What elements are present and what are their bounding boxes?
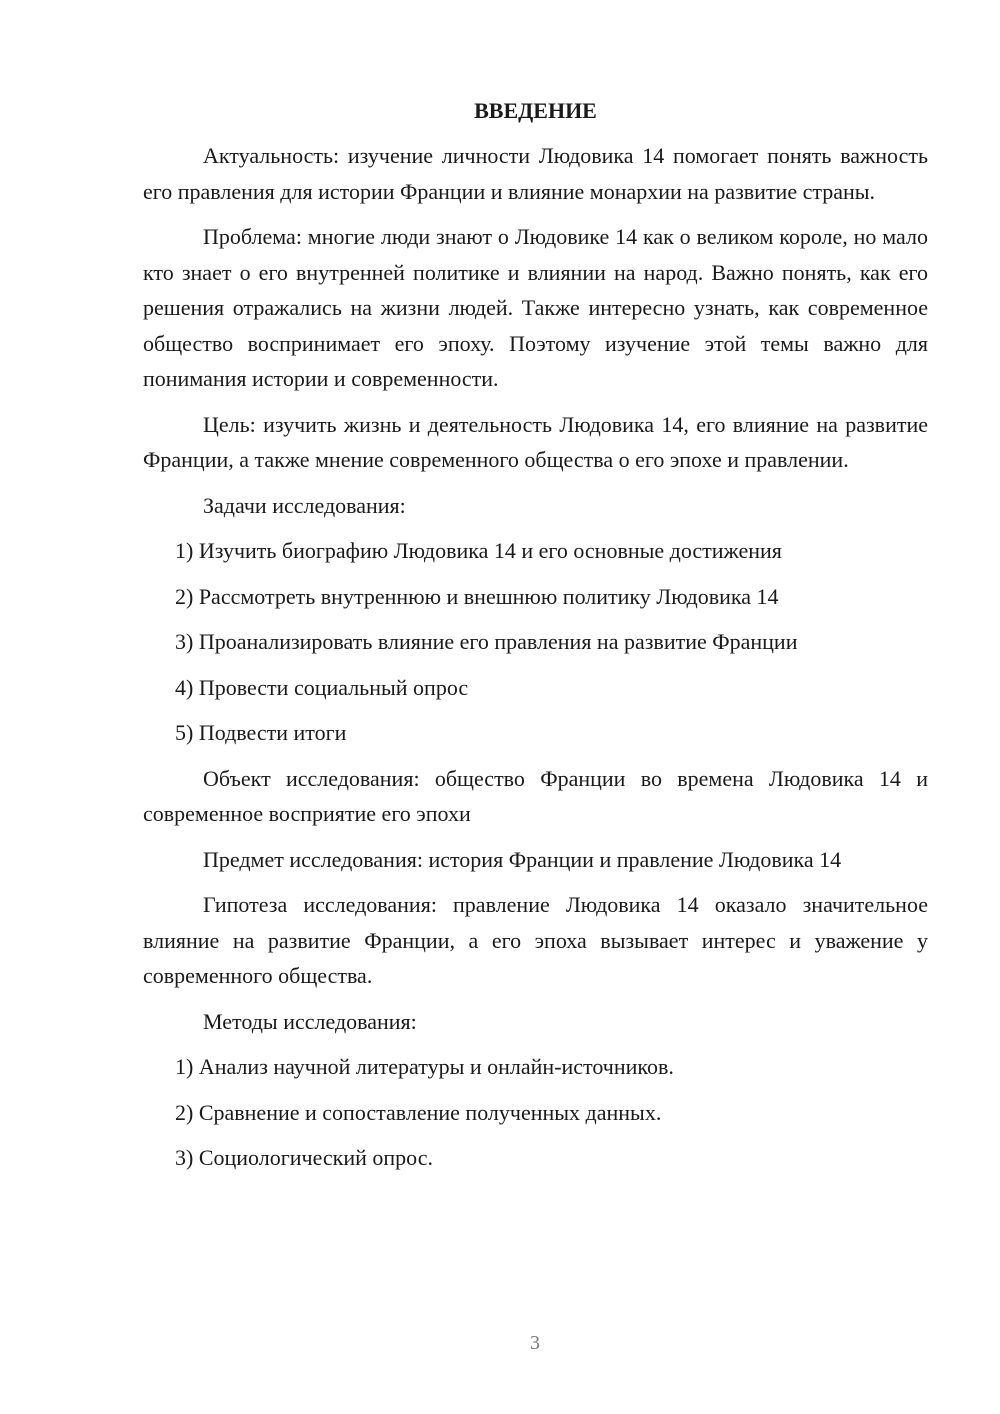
tasks-list — [143, 533, 928, 751]
page-number: 3 — [530, 1332, 540, 1354]
list-item: 1) Изучить биографию Людовика 14 и его основные достижения — [175, 538, 782, 563]
methods-list — [143, 1049, 928, 1176]
list-item: 2) Сравнение и сопоставление полученных данных. — [175, 1099, 662, 1125]
list-item: 4) Провести социальный опрос — [175, 674, 469, 700]
paragraph-subject: Предмет исследования: история Франции и правление Людовика 14 — [203, 846, 842, 872]
list-item: 1) Анализ научной литературы и онлайн-источников. — [175, 1054, 674, 1079]
paragraph-problem: Проблема: многие люди знают о Людовике 14 как о великом короле, но мало кто знает о его внутренней политике и влиянии на народ. Важно понять, как его решения отражались на жизни людей. Также интересно узнать, как современное общество воспринимает его эпоху. Поэтому изучение этой темы важно для понимания истории и современности. — [143, 224, 928, 391]
paragraph-object: Объект исследования: общество Франции во времена Людовика 14 и современное восприятие его эпохи — [143, 765, 928, 826]
list-item: 3) Проанализировать влияние его правления на развитие Франции — [175, 629, 798, 654]
page-content — [143, 93, 928, 1186]
list-item: 5) Подвести итоги — [175, 720, 347, 745]
paragraph-relevance: Актуальность: изучение личности Людовика 14 помогает понять важность его правления для истории Франции и влияние монархии на развитие страны. — [143, 143, 928, 204]
list-item: 2) Рассмотреть внутреннюю и внешнюю политику Людовика 14 — [175, 583, 779, 609]
paragraph-goal: Цель: изучить жизнь и деятельность Людовика 14, его влияние на развитие Франции, а также мнение современного общества о его эпохе и правлении. — [143, 411, 928, 472]
methods-heading: Методы исследования: — [203, 1008, 417, 1034]
tasks-heading: Задачи исследования: — [203, 492, 406, 518]
list-item: 3) Социологический опрос. — [175, 1145, 433, 1170]
page-title: ВВЕДЕНИЕ — [474, 98, 597, 123]
paragraph-hypothesis: Гипотеза исследования: правление Людовика 14 оказало значительное влияние на развитие Франции, а его эпоха вызывает интерес и уважение у современного общества. — [143, 892, 928, 988]
